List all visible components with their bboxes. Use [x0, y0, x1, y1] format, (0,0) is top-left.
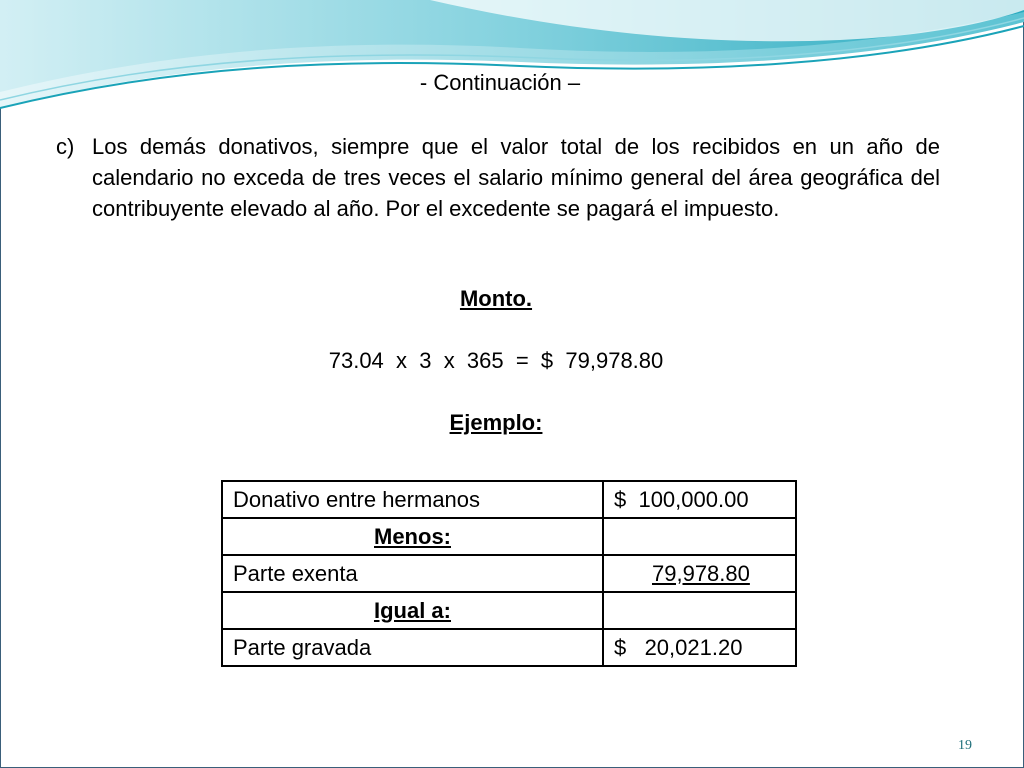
- table-cell-value: $ 20,021.20: [603, 629, 796, 666]
- monto-heading: Monto.: [459, 286, 533, 311]
- table-cell-label: Parte gravada: [222, 629, 603, 666]
- table-cell-label: Donativo entre hermanos: [222, 481, 603, 518]
- page-number: 19: [958, 738, 972, 753]
- ejemplo-heading-wrap: [0, 410, 992, 436]
- list-item-c: [56, 131, 940, 224]
- table-cell-label: Igual a:: [222, 592, 603, 629]
- table-cell-label: Menos:: [222, 518, 603, 555]
- slide-subtitle: - Continuación –: [419, 70, 581, 95]
- list-item-text: Los demás donativos, siempre que el valor total de los recibidos en un año de calendario no exceda de tres veces el salario mínimo general del área geográfica del contribuyente elevado al año. Por el excedente se pagará el impuesto.: [92, 134, 940, 221]
- ejemplo-heading: Ejemplo:: [449, 410, 543, 435]
- monto-heading-wrap: [0, 286, 992, 312]
- header-wave-decoration: [0, 0, 1024, 130]
- list-item-marker: c): [56, 134, 75, 159]
- table-cell-value: [603, 518, 796, 555]
- table-cell-value-wrap: [603, 555, 796, 592]
- example-table: [221, 480, 797, 667]
- table-row: [222, 518, 796, 555]
- table-row: [222, 629, 796, 666]
- table-cell-value: $ 100,000.00: [603, 481, 796, 518]
- table-row: [222, 592, 796, 629]
- table-row: [222, 555, 796, 592]
- table-cell-label: Parte exenta: [222, 555, 603, 592]
- table-cell-value: 79,978.80: [652, 560, 750, 586]
- table-cell-value: [603, 592, 796, 629]
- table-row: [222, 481, 796, 518]
- monto-formula: 73.04 x 3 x 365 = $ 79,978.80: [328, 348, 664, 373]
